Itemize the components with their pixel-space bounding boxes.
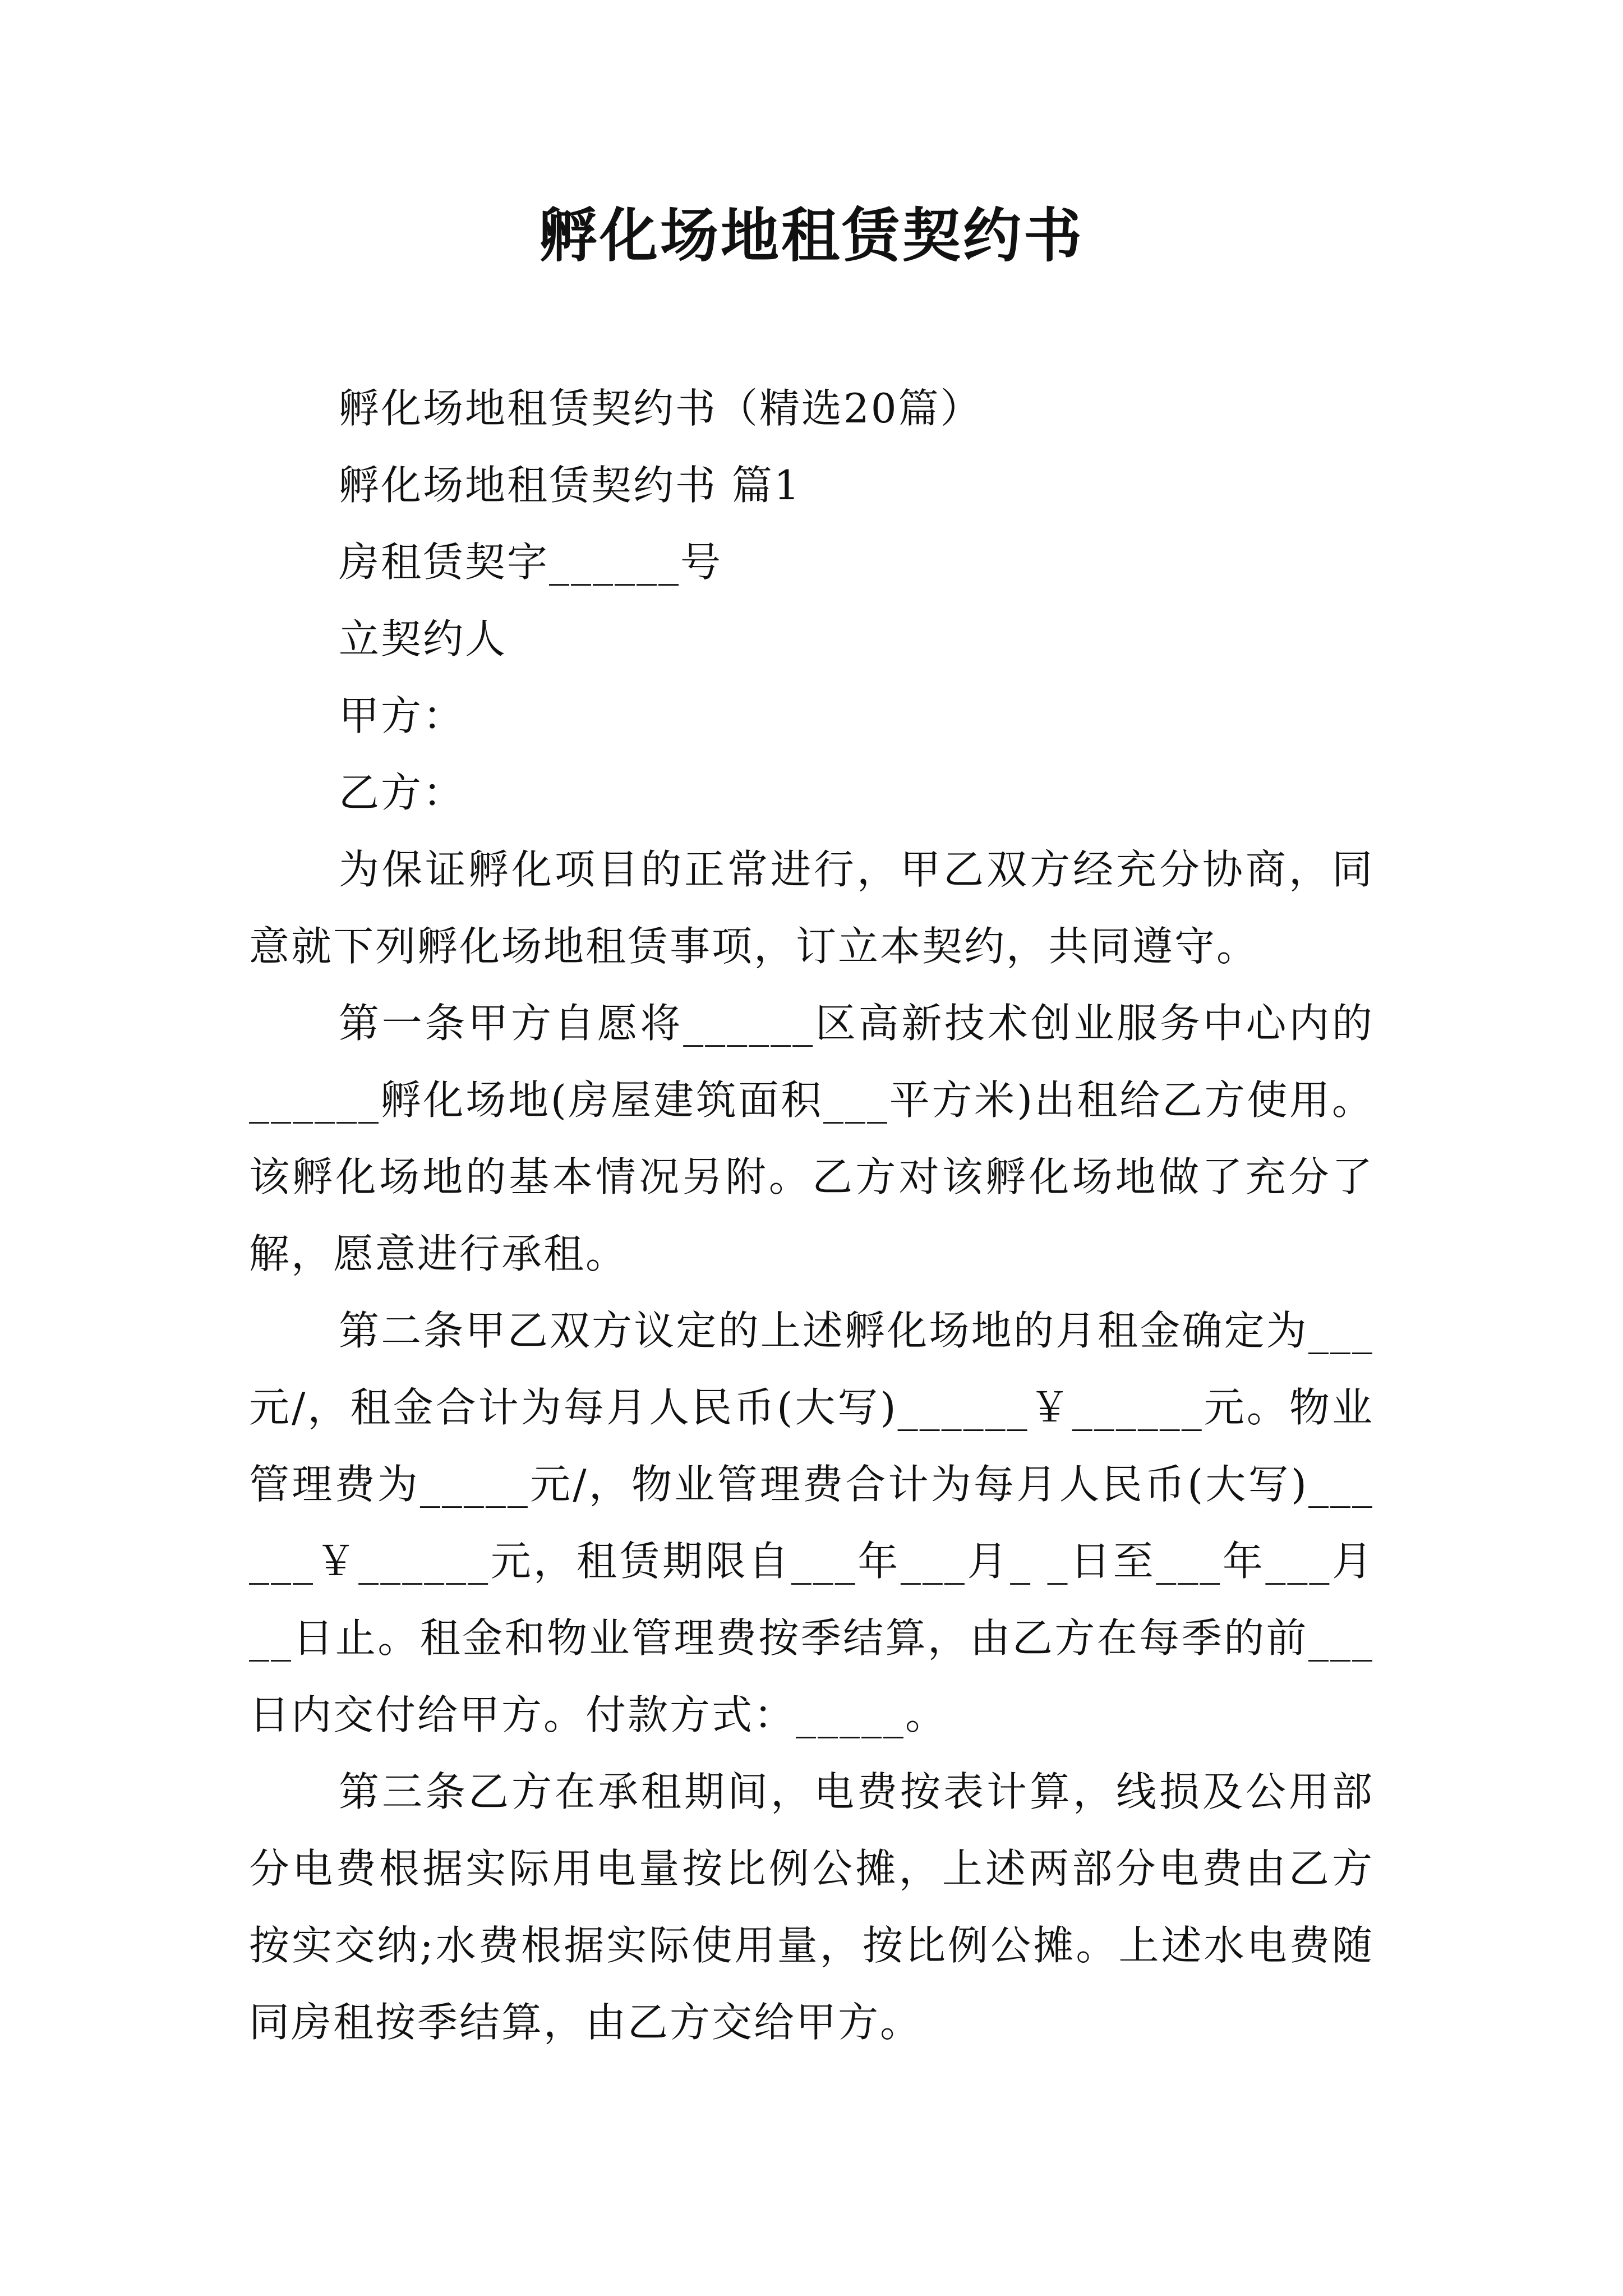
- party-a-line: 甲方：: [339, 692, 465, 739]
- contract-number-line: 房租赁契字______号: [339, 539, 723, 586]
- section-heading: 孵化场地租赁契约书 篇1: [339, 462, 801, 509]
- parties-label: 立契约人: [339, 615, 508, 662]
- article-3-paragraph: 第三条乙方在承租期间，电费按表计算，线损及公用部分电费根据实际用电量按比例公摊，上述两部分电费由乙方按实交纳;水费根据实际使用量，按比例公摊。上述水电费随同房租按季结算，由乙方交给甲方。: [249, 1768, 1374, 2046]
- article-1-paragraph: 第一条甲方自愿将______区高新技术创业服务中心内的______孵化场地(房屋建筑面积___平方米)出租给乙方使用。该孵化场地的基本情况另附。乙方对该孵化场地做了充分了解，愿意进行承租。: [249, 1000, 1374, 1277]
- party-b-line: 乙方：: [339, 769, 465, 816]
- subtitle-line: 孵化场地租赁契约书（精选20篇）: [339, 385, 983, 432]
- document-body: [249, 370, 1374, 2061]
- document-title: 孵化场地租赁契约书: [538, 201, 1084, 270]
- article-2-paragraph: 第二条甲乙双方议定的上述孵化场地的月租金确定为___元/，租金合计为每月人民币(大写)______￥______元。物业管理费为_____元/，物业管理费合计为每月人民币(大写)______￥______元，租赁期限自___年___月_ _日至___年___月__日止。租金和物业管理费按季结算，由乙方在每季的前___日内交付给甲方。付款方式：_____。: [249, 1307, 1374, 1738]
- preamble-paragraph: 为保证孵化项目的正常进行，甲乙双方经充分协商，同意就下列孵化场地租赁事项，订立本契约，共同遵守。: [249, 846, 1374, 970]
